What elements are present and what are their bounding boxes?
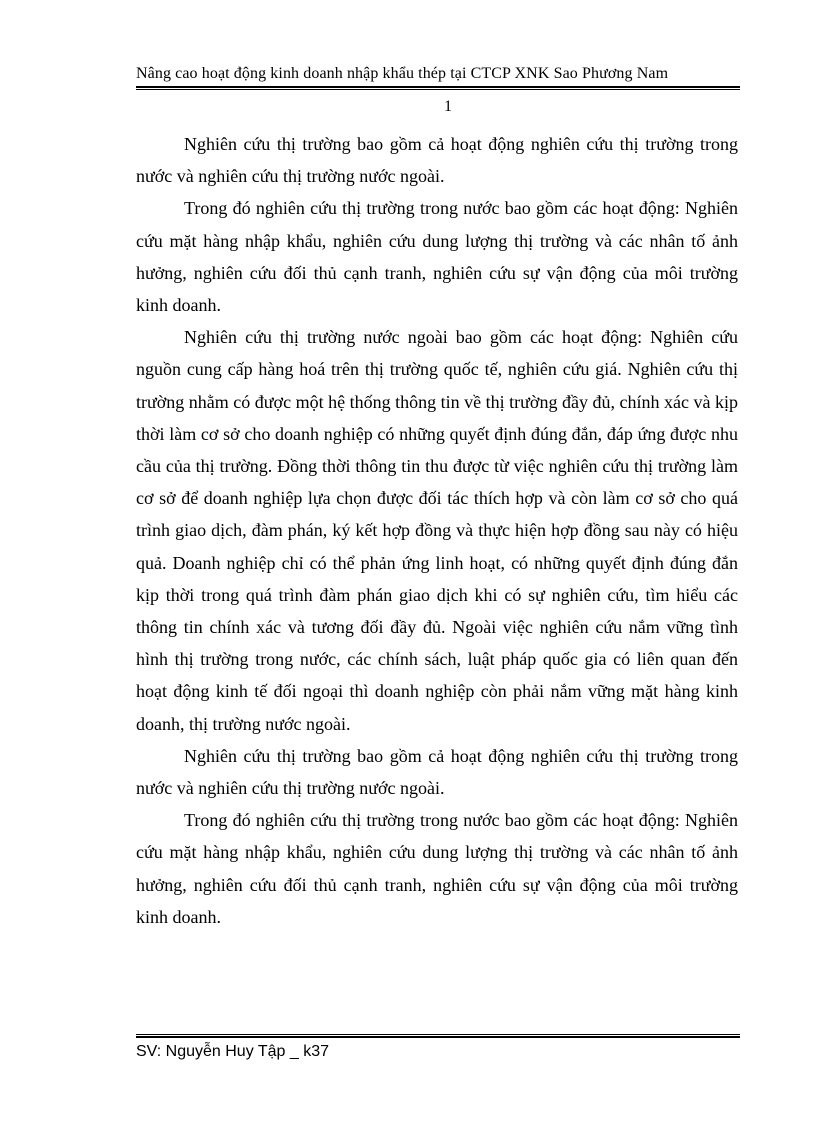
document-body bbox=[136, 128, 738, 933]
paragraph: Trong đó nghiên cứu thị trường trong nước bao gồm các hoạt động: Nghiên cứu mặt hàng nhập khẩu, nghiên cứu dung lượng thị trường và các nhân tố ảnh hưởng, nghiên cứu đối thủ cạnh tranh, nghiên cứu sự vận động của môi trường kinh doanh. bbox=[136, 198, 738, 316]
paragraph: Nghiên cứu thị trường bao gồm cả hoạt động nghiên cứu thị trường trong nước và nghiên cứu thị trường nước ngoài. bbox=[136, 745, 738, 799]
header-title: Nâng cao hoạt động kinh doanh nhập khẩu thép tại CTCP XNK Sao Phương Nam bbox=[136, 65, 669, 82]
footer-author: SV: Nguyễn Huy Tập _ k37 bbox=[136, 1043, 329, 1060]
header-divider bbox=[136, 86, 740, 90]
footer-divider bbox=[136, 1034, 740, 1038]
paragraph: Nghiên cứu thị trường bao gồm cả hoạt động nghiên cứu thị trường trong nước và nghiên cứu thị trường nước ngoài. bbox=[136, 134, 738, 187]
paragraph: Trong đó nghiên cứu thị trường trong nước bao gồm các hoạt động: Nghiên cứu mặt hàng nhập khẩu, nghiên cứu dung lượng thị trường và các nhân tố ảnh hưởng, nghiên cứu đối thủ cạnh tranh, nghiên cứu sự vận động của môi trường kinh doanh. bbox=[136, 810, 738, 927]
paragraph: Nghiên cứu thị trường nước ngoài bao gồm các hoạt động: Nghiên cứu nguồn cung cấp hàng hoá trên thị trường quốc tế, nghiên cứu giá. Nghiên cứu thị trường nhằm có được một hệ thống thông tin về thị trường đầy đủ, chính xác và kịp thời làm cơ sở cho doanh nghiệp có những quyết định đúng đắn, đáp ứng được nhu cầu của thị trường. Đồng thời thông tin thu được từ việc nghiên cứu thị trường làm cơ sở để doanh nghiệp lựa chọn được đối tác thích hợp và còn làm cơ sở cho quá trình giao dịch, đàm phán, ký kết hợp đồng và thực hiện hợp đồng sau này có hiệu quả. Doanh nghiệp chỉ có thể phản ứng linh hoạt, có những quyết định đúng đắn kịp thời trong quá trình đàm phán giao dịch khi có sự nghiên cứu, tìm hiểu các thông tin chính xác và tương đối đầy đủ. Ngoài việc nghiên cứu nắm vững tình hình thị trường trong nước, các chính sách, luật pháp quốc gia có liên quan đến hoạt động kinh tế đối ngoại thì doanh nghiệp còn phải nắm vững mặt hàng kinh doanh, thị trường nước ngoài. bbox=[136, 327, 738, 734]
page-number: 1 bbox=[444, 98, 452, 115]
